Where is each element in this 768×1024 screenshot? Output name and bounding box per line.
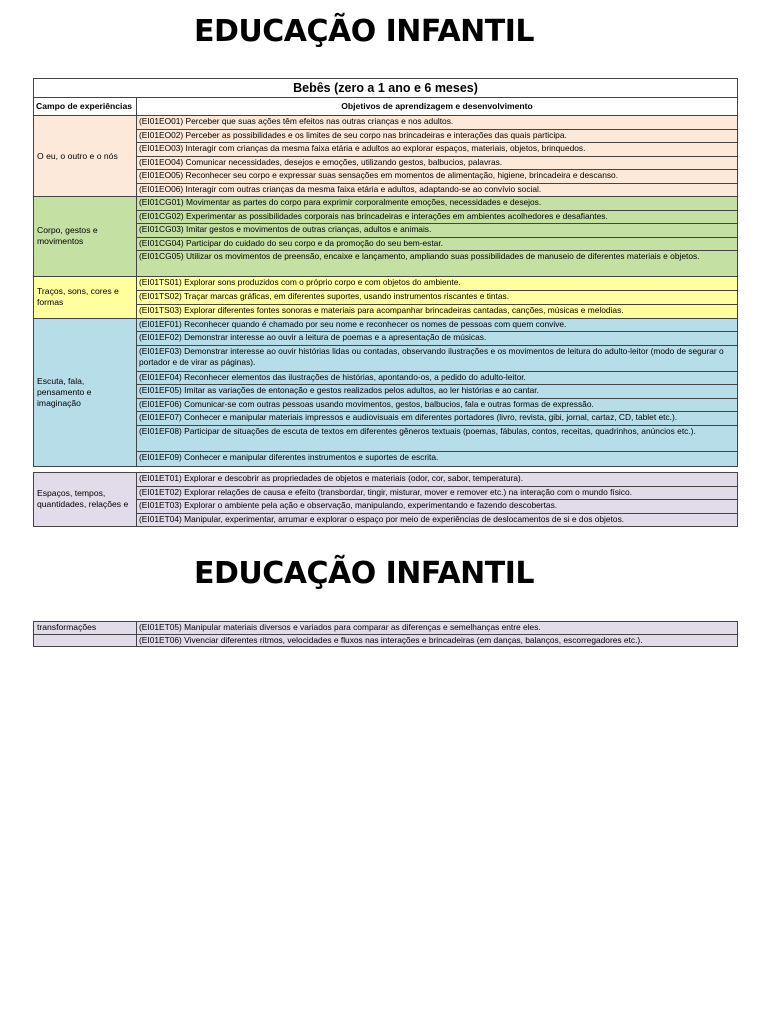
objetivo-cell: (EI01EF01) Reconhecer quando é chamado por seu nome e reconhecer os nomes de pessoas com quem convive. bbox=[137, 318, 738, 332]
objetivo-cell: (EI01EF07) Conhecer e manipular materiais impressos e audiovisuais em diferentes portadores (livro, revista, gibi, jornal, cartaz, CD, tablet etc.). bbox=[137, 412, 738, 426]
objetivo-cell: (EI01EO01) Perceber que suas ações têm efeitos nas outras crianças e nos adultos. bbox=[137, 116, 738, 130]
objetivo-cell: (EI01EO06) Interagir com outras crianças da mesma faixa etária e adultos, adaptando-se ao convívio social. bbox=[137, 183, 738, 197]
objetivo-cell: (EI01ET03) Explorar o ambiente pela ação e observação, manipulando, experimentando e fazendo descobertas. bbox=[137, 500, 738, 514]
table-row bbox=[34, 634, 738, 647]
objetivo-cell: (EI01EF09) Conhecer e manipular diferentes instrumentos e suportes de escrita. bbox=[137, 451, 738, 466]
table-row bbox=[34, 290, 738, 304]
objetivo-cell: (EI01CG05) Utilizar os movimentos de preensão, encaixe e lançamento, ampliando suas possibilidades de manuseio de diferentes materiais e objetos. bbox=[137, 251, 738, 277]
objetivo-cell: (EI01EF03) Demonstrar interesse ao ouvir histórias lidas ou contadas, observando ilustrações e os movimentos de leitura do adulto-leitor (modo de segurar o portador e de virar as páginas). bbox=[137, 345, 738, 371]
campo-experiencia-cell: transformações bbox=[34, 622, 137, 635]
table-row bbox=[34, 170, 738, 184]
objetivo-cell: (EI01TS02) Traçar marcas gráficas, em diferentes suportes, usando instrumentos riscantes e tintas. bbox=[137, 290, 738, 304]
table-row bbox=[34, 143, 738, 157]
table-row bbox=[34, 251, 738, 277]
table-row bbox=[34, 197, 738, 211]
campo-experiencia-cell bbox=[34, 634, 137, 647]
objetivo-cell: (EI01EO03) Interagir com crianças da mesma faixa etária e adultos ao explorar espaços, materiais, objetos, brinquedos. bbox=[137, 143, 738, 157]
column-header-campo: Campo de experiências bbox=[34, 98, 137, 116]
objetivo-cell: (EI01ET04) Manipular, experimentar, arrumar e explorar o espaço por meio de experiências de deslocamentos de si e dos objetos. bbox=[137, 513, 738, 527]
table-row bbox=[34, 156, 738, 170]
objetivo-cell: (EI01ET02) Explorar relações de causa e efeito (transbordar, tingir, misturar, mover e remover etc.) na interação com o mundo físico. bbox=[137, 486, 738, 500]
age-group-header: Bebês (zero a 1 ano e 6 meses) bbox=[34, 79, 738, 98]
table-row bbox=[34, 345, 738, 371]
objetivo-cell: (EI01ET06) Vivenciar diferentes ritmos, velocidades e fluxos nas interações e brincadeiras (em danças, balanços, escorregadores etc.). bbox=[137, 634, 738, 647]
objetivo-cell: (EI01TS01) Explorar sons produzidos com o próprio corpo e com objetos do ambiente. bbox=[137, 276, 738, 290]
table-row bbox=[34, 385, 738, 399]
table-row bbox=[34, 451, 738, 466]
table-row bbox=[34, 210, 738, 224]
table-row bbox=[34, 332, 738, 346]
table-row bbox=[34, 116, 738, 130]
page-title-continued: EDUCAÇÃO INFANTIL bbox=[193, 556, 535, 591]
table-row bbox=[34, 412, 738, 426]
table-row bbox=[34, 371, 738, 385]
column-header-row bbox=[34, 98, 738, 116]
campo-experiencia-cell: Traços, sons, cores e formas bbox=[34, 276, 137, 318]
table-row bbox=[34, 318, 738, 332]
table-row bbox=[34, 129, 738, 143]
page-title: EDUCAÇÃO INFANTIL bbox=[193, 14, 535, 49]
table-row bbox=[34, 183, 738, 197]
campo-experiencia-cell: Escuta, fala, pensamento e imaginação bbox=[34, 318, 137, 466]
objetivo-cell: (EI01EO04) Comunicar necessidades, desejos e emoções, utilizando gestos, balbucios, palavras. bbox=[137, 156, 738, 170]
objetivo-cell: (EI01CG04) Participar do cuidado do seu corpo e da promoção do seu bem-estar. bbox=[137, 237, 738, 251]
objetivo-cell: (EI01EO05) Reconhecer seu corpo e expressar suas sensações em momentos de alimentação, higiene, brincadeira e descanso. bbox=[137, 170, 738, 184]
objetivo-cell: (EI01ET05) Manipular materiais diversos e variados para comparar as diferenças e semelhanças entre eles. bbox=[137, 622, 738, 635]
table-row bbox=[34, 237, 738, 251]
table-row bbox=[34, 425, 738, 451]
objetivo-cell: (EI01EF08) Participar de situações de escuta de textos em diferentes gêneros textuais (poemas, fábulas, contos, receitas, quadrinhos, anúncios etc.). bbox=[137, 425, 738, 451]
table-row bbox=[34, 486, 738, 500]
table-row bbox=[34, 276, 738, 290]
table-row bbox=[34, 622, 738, 635]
table-row bbox=[34, 513, 738, 527]
campo-experiencia-cell: O eu, o outro e o nós bbox=[34, 116, 137, 197]
objetivo-cell: (EI01EF04) Reconhecer elementos das ilustrações de histórias, apontando-os, a pedido do adulto-leitor. bbox=[137, 371, 738, 385]
objetivo-cell: (EI01ET01) Explorar e descobrir as propriedades de objetos e materiais (odor, cor, sabor, temperatura). bbox=[137, 472, 738, 486]
objetivo-cell: (EI01EF05) Imitar as variações de entonação e gestos realizados pelos adultos, ao ler histórias e ao cantar. bbox=[137, 385, 738, 399]
table-row bbox=[34, 500, 738, 514]
objetivo-cell: (EI01CG01) Movimentar as partes do corpo para exprimir corporalmente emoções, necessidades e desejos. bbox=[137, 197, 738, 211]
objetivo-cell: (EI01EO02) Perceber as possibilidades e os limites de seu corpo nas brincadeiras e interações das quais participa. bbox=[137, 129, 738, 143]
table-row bbox=[34, 472, 738, 486]
objetivo-cell: (EI01EF02) Demonstrar interesse ao ouvir a leitura de poemas e a apresentação de músicas. bbox=[137, 332, 738, 346]
objectives-table-continued bbox=[33, 621, 738, 647]
table-row bbox=[34, 398, 738, 412]
objetivo-cell: (EI01EF06) Comunicar-se com outras pessoas usando movimentos, gestos, balbucios, fala e outras formas de expressão. bbox=[137, 398, 738, 412]
objectives-table bbox=[33, 78, 738, 527]
age-group-header-row bbox=[34, 79, 738, 98]
table-row bbox=[34, 224, 738, 238]
objetivo-cell: (EI01CG02) Experimentar as possibilidades corporais nas brincadeiras e interações em ambientes acolhedores e desafiantes. bbox=[137, 210, 738, 224]
column-header-objetivos: Objetivos de aprendizagem e desenvolvimento bbox=[137, 98, 738, 116]
table-row bbox=[34, 304, 738, 318]
campo-experiencia-cell: Corpo, gestos e movimentos bbox=[34, 197, 137, 277]
objetivo-cell: (EI01CG03) Imitar gestos e movimentos de outras crianças, adultos e animais. bbox=[137, 224, 738, 238]
campo-experiencia-cell: Espaços, tempos, quantidades, relações e bbox=[34, 472, 137, 527]
objetivo-cell: (EI01TS03) Explorar diferentes fontes sonoras e materiais para acompanhar brincadeiras cantadas, canções, músicas e melodias. bbox=[137, 304, 738, 318]
